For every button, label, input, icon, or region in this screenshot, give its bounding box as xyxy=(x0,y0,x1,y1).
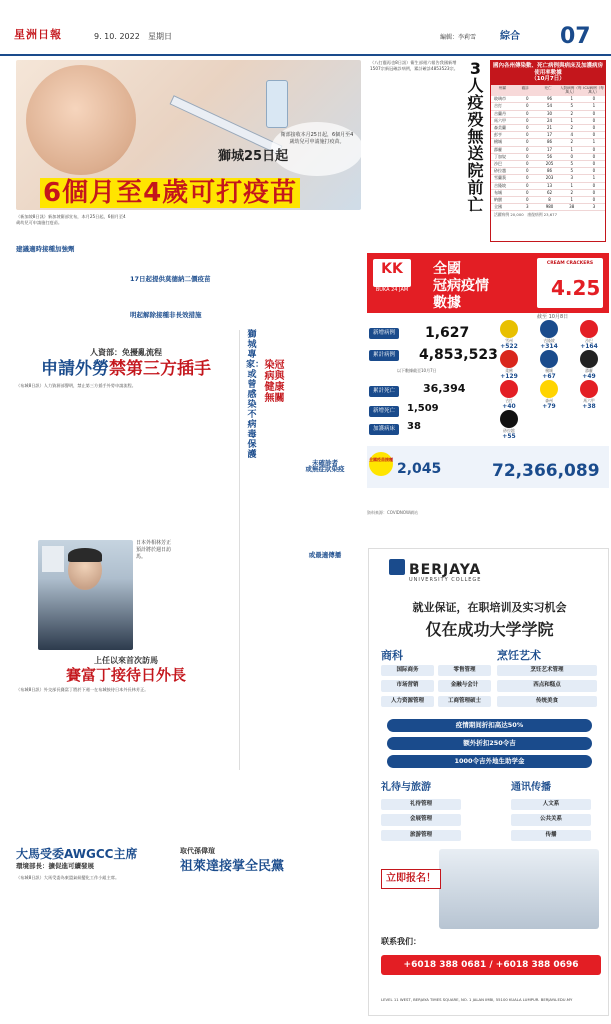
table-subtitle: （10月7日） xyxy=(531,76,565,82)
state-new-cases: +49 xyxy=(582,373,596,381)
berjaya-logo-icon xyxy=(389,559,405,575)
category-business: 商科 xyxy=(381,649,403,662)
news-body: （布城8日訊）人力資源部聲明，禁止第三方插手外勞申請流程。 xyxy=(16,382,136,388)
table-cell: 0 xyxy=(592,197,596,203)
table-cell: 1 xyxy=(592,139,596,145)
table-cell: 0 xyxy=(592,153,596,159)
state-new-cases: +79 xyxy=(542,403,556,411)
communication-program-item[interactable]: 人文系 xyxy=(511,799,591,810)
covid-data-title-1: 全國 xyxy=(433,261,461,277)
culinary-program-item[interactable]: 传统美食 xyxy=(497,696,597,707)
promo-bar-3: 1000令吉外地生助学金 xyxy=(387,755,592,768)
state-name: 霹靂 xyxy=(585,368,593,373)
table-column-header: 入院病例（每萬人） xyxy=(560,85,582,95)
table-cell: 0 xyxy=(526,197,529,203)
table-cell: 203 xyxy=(545,175,554,181)
business-program-item[interactable]: 市场营销 xyxy=(381,680,434,691)
table-cell: 0 xyxy=(526,161,529,167)
table-cell: 吉隆坡 xyxy=(494,182,506,188)
vaccine-stat-2: 72,366,089 xyxy=(492,461,600,481)
state-flag-icon xyxy=(500,410,518,428)
news4-title: 祖萊達接掌全民黨 xyxy=(180,859,285,874)
table-header xyxy=(491,85,605,97)
table-cell: 0 xyxy=(592,168,596,174)
table-cell: 馬六甲 xyxy=(494,117,506,123)
category-hospitality: 礼待与旅游 xyxy=(381,782,431,793)
state-new-cases: +129 xyxy=(500,373,518,381)
table-cell: 0 xyxy=(526,96,529,102)
table-cell: 玻璃市 xyxy=(494,96,506,102)
news-foreign-workers xyxy=(16,348,236,503)
table-row xyxy=(491,96,605,103)
hero-article-subhead2: 17日起提供莫德納二價疫苗 xyxy=(130,275,211,283)
table-row xyxy=(491,204,605,211)
icu-label: 加護病床 xyxy=(369,424,399,435)
table-row xyxy=(491,132,605,139)
berjaya-address: LEVEL 11 WEST, BERJAYA TIMES SQUARE, NO. 1 JALAN IMBI, 55100 KUALA LUMPUR. BERJAYA.EDU.MY xyxy=(381,997,573,1002)
promo-bar-2: 额外折扣250令吉 xyxy=(387,737,592,750)
table-footer xyxy=(491,211,605,218)
state-new-cases: +522 xyxy=(500,343,518,351)
feature-vertical-title xyxy=(246,330,265,460)
newspaper-logo: 星洲日報 xyxy=(14,28,62,41)
table-cell: 0 xyxy=(526,153,529,159)
contact-phone[interactable]: +6018 388 0681 / +6018 388 0696 xyxy=(381,955,601,975)
table-row xyxy=(491,161,605,168)
state-flag-item xyxy=(531,350,567,381)
table-title xyxy=(491,61,605,85)
table-cell: 2 xyxy=(570,110,573,116)
vaccine-vial-graphic xyxy=(266,80,288,128)
news3-body: （布城8日訊）大馬受委為東盟氣候變化工作小組主席。 xyxy=(16,874,120,880)
icu-value: 38 xyxy=(407,421,421,432)
berjaya-logo: BERJAYA xyxy=(409,562,482,578)
table-cell: 彭亨 xyxy=(494,132,502,138)
table-row xyxy=(491,175,605,182)
section-name: 綜合 xyxy=(500,31,520,42)
feature-headline: 染冠病與健康無關 xyxy=(264,360,285,404)
state-flag-icon xyxy=(500,320,518,338)
table-cell: 5 xyxy=(570,168,573,174)
table-cell: 0 xyxy=(526,110,529,116)
state-new-cases: +164 xyxy=(580,343,598,351)
vaccine-stat-1: 2,045 xyxy=(397,461,442,477)
table-row xyxy=(491,197,605,204)
data-source: 資料來源：COVIDNOW網站 xyxy=(367,510,418,515)
table-row xyxy=(491,139,605,146)
table-cell: 17 xyxy=(546,146,553,152)
deaths-label: 累計死亡 xyxy=(369,386,399,397)
table-cell: 5 xyxy=(570,103,573,109)
covid-data-title-3: 數據 xyxy=(433,295,461,311)
table-row xyxy=(491,147,605,154)
kk-logo: KK xyxy=(373,259,411,287)
table-row xyxy=(491,118,605,125)
covid-data-panel xyxy=(367,314,609,524)
state-flag-icon xyxy=(500,350,518,368)
state-stats-table xyxy=(490,60,606,242)
table-cell: 0 xyxy=(526,175,529,181)
table-cell: 0 xyxy=(526,168,529,174)
table-cell: 0 xyxy=(592,132,596,138)
table-cell: 檳城 xyxy=(494,139,502,145)
table-cell: 1 xyxy=(570,146,573,152)
news3-kicker: 環境部長：擴促進可續發展 xyxy=(16,862,94,870)
news-title-b: 禁第三方插手 xyxy=(109,358,211,379)
table-cell: 21 xyxy=(546,125,553,130)
table-row xyxy=(491,190,605,197)
table-cell: 3 xyxy=(526,204,529,210)
hero-article-col2 xyxy=(130,214,242,344)
hospitality-programs xyxy=(381,799,461,845)
active-value: 1,509 xyxy=(407,403,439,414)
editor-credit: 編輯：李莉雪 xyxy=(440,34,477,41)
state-name: 吉隆坡 xyxy=(543,338,555,343)
state-flag-icon xyxy=(580,350,598,368)
state-flag-item xyxy=(571,350,607,381)
communication-programs xyxy=(511,799,591,845)
table-cell: 0 xyxy=(592,117,596,123)
news-foreign-minister xyxy=(16,656,236,827)
state-name: 雪州 xyxy=(505,338,513,343)
communication-program-item[interactable]: 公共关系 xyxy=(511,814,591,825)
vaccine-badge: 全國疫苗接種 xyxy=(369,452,393,476)
culinary-program-item[interactable]: 西点和糕点 xyxy=(497,680,597,691)
table-cell: 30 xyxy=(546,110,553,116)
kk-mart-ad[interactable] xyxy=(367,253,609,313)
table-cell: 0 xyxy=(592,146,596,152)
hero-article-col3 xyxy=(246,214,361,344)
hair xyxy=(68,548,102,562)
state-new-cases: +67 xyxy=(542,373,556,381)
state-name: 吉打 xyxy=(505,398,513,403)
hero-article-subhead1: 建議適時接種加強劑 xyxy=(16,245,75,254)
table-cell: 1 xyxy=(570,182,573,188)
table-cell: 2 xyxy=(570,139,573,145)
total-cases-value: 4,853,523 xyxy=(419,347,498,363)
table-row xyxy=(491,154,605,161)
business-programs xyxy=(381,665,491,711)
table-cell: 1 xyxy=(570,96,573,102)
table-cell: 54 xyxy=(546,103,553,109)
state-new-cases: +55 xyxy=(502,433,516,441)
feature-vertical-title-text: 獅城專家：或曾感染不病毒保護 xyxy=(246,330,265,460)
table-cell: 0 xyxy=(526,132,529,138)
state-flag-icon xyxy=(500,380,518,398)
table-title-text: 國內各州傳染數、死亡病例與病床及加護病房使用率數據 xyxy=(492,63,603,76)
photo-caption: 日本外相林芳正預計將於週日訪馬。 xyxy=(136,540,172,560)
table-cell: 霹靂 xyxy=(494,146,502,152)
table-cell: 1 xyxy=(570,117,573,123)
business-program-item[interactable]: 人力资源管理 xyxy=(381,696,434,707)
news3-title: 大馬受委AWGCC主席 xyxy=(16,847,138,861)
news-title xyxy=(16,359,236,379)
table-column-header: 確診 xyxy=(521,85,529,90)
state-flag-icon xyxy=(540,320,558,338)
state-flag-icon xyxy=(580,320,598,338)
table-row xyxy=(491,125,605,132)
table-cell: 森美蘭 xyxy=(494,125,506,130)
state-flag-item xyxy=(531,380,567,411)
toddler-photo xyxy=(26,65,136,175)
table-cell: 86 xyxy=(546,139,553,145)
table-cell: 全國 xyxy=(494,204,502,210)
table-cell: 0 xyxy=(526,117,529,123)
product-name: CREAM CRACKERS xyxy=(546,261,594,266)
table-footer-left: 活躍病例 20,000 xyxy=(494,212,524,218)
table-cell: 吉蘭丹 xyxy=(494,110,506,116)
total-cases-label: 累計病例 xyxy=(369,350,399,361)
table-cell: 96 xyxy=(546,96,553,102)
column-divider xyxy=(239,330,240,770)
table-cell: 2 xyxy=(570,125,573,130)
berjaya-ad[interactable] xyxy=(368,548,609,1016)
feature-body xyxy=(290,330,360,840)
business-program-item[interactable]: 国际商务 xyxy=(381,665,434,676)
hero-caption: 衛部接收本月25日起，6個月至4歲幼兒可申請施打疫苗。 xyxy=(271,122,361,176)
table-footer-right: 康復病例 23,677 xyxy=(527,212,557,218)
state-flag-item xyxy=(491,350,527,381)
side-article-text: （八打靈再也8日訊）衛生部週六報告我國新增1507宗新冠確診病例，累計確診4853523宗。 xyxy=(370,60,458,72)
business-program-item[interactable]: 零售管理 xyxy=(438,665,491,676)
issue-date: 9. 10. 2022 xyxy=(94,32,140,41)
table-cell: 4 xyxy=(570,132,573,138)
table-cell: 205 xyxy=(545,161,554,167)
news-awgcc xyxy=(16,846,166,985)
berjaya-headline-2: 仅在成功大学学院 xyxy=(425,620,554,639)
data-as-of: 截至 10月8日 xyxy=(537,314,569,320)
table-cell: 0 xyxy=(526,189,529,195)
category-culinary: 烹饪艺术 xyxy=(497,649,541,662)
table-cell: 17 xyxy=(546,132,553,138)
table-cell: 納閩 xyxy=(494,197,502,203)
state-name: 柔佛 xyxy=(505,368,513,373)
hero-article-lead: （新加坡8日訊）新加坡衛部宣布，本月25日起，6個月至4歲幼兒可申請施打疫苗。 xyxy=(16,214,126,226)
table-cell: 2 xyxy=(570,189,573,195)
table-cell: 0 xyxy=(592,182,596,188)
new-cases-label: 新增病例 xyxy=(369,328,399,339)
culinary-programs xyxy=(497,665,597,711)
hero-article-col1 xyxy=(16,214,126,344)
hospitality-program-item[interactable]: 会展管理 xyxy=(381,814,461,825)
state-name: 馬六甲 xyxy=(583,398,595,403)
state-flag-icon xyxy=(580,380,598,398)
state-new-cases: +38 xyxy=(582,403,596,411)
table-cell: 62 xyxy=(546,189,553,195)
side-article-headline: 3人疫殁無送院前亡 xyxy=(467,59,484,214)
feature-subhead1: 未確診者 xyxy=(312,459,338,467)
berjaya-headline-1: 就业保证，在职培训及实习机会 xyxy=(412,601,567,614)
business-program-item[interactable]: 金融与会计 xyxy=(438,680,491,691)
table-cell: 24 xyxy=(546,117,553,123)
contact-block xyxy=(381,933,601,993)
table-body xyxy=(491,96,605,211)
state-name: 沙巴 xyxy=(585,338,593,343)
table-column-header: 死亡 xyxy=(544,85,552,90)
hero-article-subhead3: 明起解除接種非長效措施 xyxy=(130,311,202,320)
business-program-item[interactable]: 工商管理硕士 xyxy=(438,696,491,707)
new-cases-value: 1,627 xyxy=(425,325,470,341)
table-cell: 吉打 xyxy=(494,103,502,109)
active-label: 新增死亡 xyxy=(369,406,399,417)
students-photo xyxy=(439,849,599,929)
news4-body xyxy=(180,878,362,1016)
apply-now-cta[interactable]: 立即报名！ xyxy=(381,869,441,889)
state-flag-item xyxy=(491,410,527,441)
communication-program-item[interactable]: 传播 xyxy=(511,830,591,841)
category-communication: 通讯传播 xyxy=(511,782,551,793)
table-cell: 0 xyxy=(592,189,596,195)
data-note: 以下數據截至10月7日 xyxy=(397,368,437,373)
table-cell: 砂拉越 xyxy=(494,168,506,174)
table-cell: 0 xyxy=(526,146,529,152)
table-column-header: ICU病例（每萬人） xyxy=(583,85,604,95)
page-number: 07 xyxy=(560,24,591,49)
minister-photo xyxy=(38,540,133,650)
table-cell: 0 xyxy=(526,103,529,109)
table-cell: 雪蘭莪 xyxy=(494,175,506,181)
state-name: 砂拉越 xyxy=(503,428,515,433)
hospitality-program-item[interactable]: 礼待管理 xyxy=(381,799,461,810)
state-new-cases: +40 xyxy=(502,403,516,411)
table-cell: 1 xyxy=(592,103,596,109)
news-title-a: 申請外勞 xyxy=(41,358,109,379)
table-cell: 3 xyxy=(592,204,596,210)
news2-kicker: 上任以來首次訪馬 xyxy=(94,656,158,665)
state-name: 森州 xyxy=(545,398,553,403)
hero-subheadline: 獅城25日起 xyxy=(218,149,289,164)
berjaya-logo-sub: UNIVERSITY COLLEGE xyxy=(409,577,482,583)
kk-logo-sub: BUKA 24 JAM xyxy=(375,287,409,293)
page-header xyxy=(0,0,611,56)
news-kicker: 人資部：免擾亂流程 xyxy=(90,348,162,357)
table-cell: 8 xyxy=(548,197,551,203)
deaths-value: 36,394 xyxy=(423,382,466,395)
table-cell: 5 xyxy=(570,161,573,167)
table-cell: 0 xyxy=(526,125,529,130)
table-cell: 38 xyxy=(569,204,575,210)
state-name: 檳城 xyxy=(545,368,553,373)
product-price: 4.25 xyxy=(551,276,601,300)
state-flag-icon xyxy=(540,380,558,398)
news2-title: 賽富丁接待日外長 xyxy=(65,665,186,684)
table-cell: 0 xyxy=(592,161,596,167)
table-cell: 86 xyxy=(546,168,553,174)
table-cell: 3 xyxy=(570,175,573,181)
state-new-cases: +314 xyxy=(540,343,558,351)
table-cell: 56 xyxy=(546,153,553,159)
table-cell: 1 xyxy=(592,175,596,181)
promo-bar-1: 疫情期间折扣高达50% xyxy=(387,719,592,732)
table-row xyxy=(491,111,605,118)
state-flag-icon xyxy=(540,350,558,368)
table-cell: 丁加奴 xyxy=(494,153,506,159)
culinary-program-item[interactable]: 烹饪艺术管理 xyxy=(497,665,597,676)
feature-subhead2: 或無症狀染疫 xyxy=(305,465,345,474)
table-row xyxy=(491,103,605,110)
table-cell: 0 xyxy=(592,125,596,130)
covid-data-title-2: 冠病疫情 xyxy=(433,278,489,294)
state-flag-item xyxy=(571,320,607,351)
state-flag-item xyxy=(571,380,607,411)
covid-data-title xyxy=(433,261,489,312)
table-cell: 布城 xyxy=(494,189,502,195)
table-cell: 0 xyxy=(592,96,596,102)
state-flags-grid xyxy=(487,320,609,440)
table-cell: 13 xyxy=(546,182,553,188)
table-cell: 0 xyxy=(570,153,573,159)
hospitality-program-item[interactable]: 旅游管理 xyxy=(381,830,461,841)
table-row xyxy=(491,183,605,190)
table-cell: 980 xyxy=(545,204,554,210)
hero-headline xyxy=(40,176,300,211)
table-cell: 0 xyxy=(526,139,529,145)
table-row xyxy=(491,168,605,175)
flag-backdrop xyxy=(42,546,64,572)
news4-kicker: 取代孫偉瑄 xyxy=(180,847,215,855)
table-cell: 0 xyxy=(526,182,529,188)
table-cell: 0 xyxy=(592,110,596,116)
table-cell: 沙巴 xyxy=(494,161,502,167)
state-flag-item xyxy=(491,320,527,351)
state-flag-item xyxy=(491,380,527,411)
feature-subhead3: 或最適傳播 xyxy=(308,551,342,560)
table-cell: 1 xyxy=(570,197,573,203)
hero-headline-text: 6個月至4歲可打疫苗 xyxy=(40,178,300,208)
issue-day: 星期日 xyxy=(148,32,172,41)
table-column-header: 州屬 xyxy=(498,85,506,90)
state-flag-item xyxy=(531,320,567,351)
news2-body: （布城8日訊）外交部長賽富丁將於下週一在布城接待日本外長林芳正。 xyxy=(16,686,149,692)
contact-label: 联系我们： xyxy=(381,937,421,946)
